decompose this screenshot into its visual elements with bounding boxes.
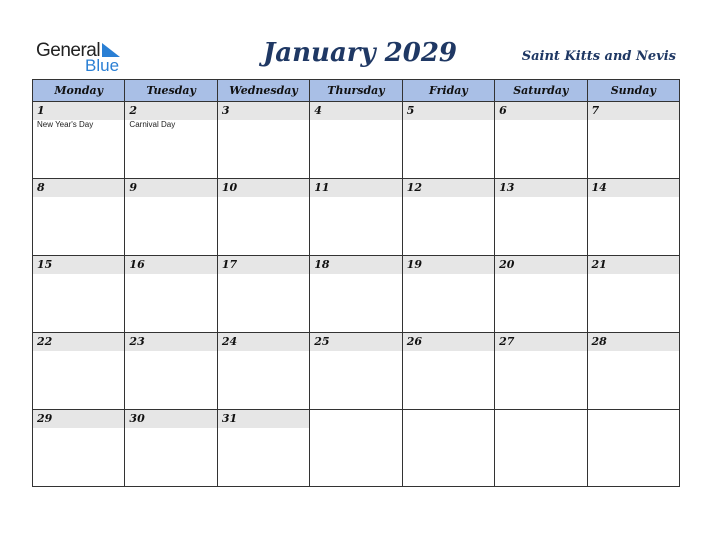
weekday-header: Wednesday [217, 80, 309, 102]
weekday-header: Sunday [587, 80, 679, 102]
day-number: 3 [218, 102, 309, 120]
day-number: 14 [588, 179, 679, 197]
day-number: 22 [33, 333, 124, 351]
day-number: 13 [495, 179, 586, 197]
day-cell [33, 102, 125, 179]
week-row [33, 410, 680, 487]
day-number: 27 [495, 333, 586, 351]
day-cell [402, 333, 494, 410]
day-cell [495, 102, 587, 179]
day-number: 19 [403, 256, 494, 274]
week-row [33, 256, 680, 333]
day-number: 17 [218, 256, 309, 274]
day-number: 29 [33, 410, 124, 428]
holiday-label: New Year's Day [37, 120, 94, 129]
day-cell [125, 410, 217, 487]
week-row [33, 179, 680, 256]
weekday-header: Monday [33, 80, 125, 102]
week-row [33, 333, 680, 410]
day-number [310, 410, 401, 428]
day-cell [125, 179, 217, 256]
day-cell [125, 102, 217, 179]
weekday-header: Saturday [495, 80, 587, 102]
day-number: 28 [588, 333, 679, 351]
day-number: 12 [403, 179, 494, 197]
weekday-header-row [33, 80, 680, 102]
day-number: 9 [125, 179, 216, 197]
day-cell [402, 179, 494, 256]
day-number: 21 [588, 256, 679, 274]
weekday-header: Thursday [310, 80, 402, 102]
day-number: 5 [403, 102, 494, 120]
day-number: 15 [33, 256, 124, 274]
day-cell [217, 179, 309, 256]
day-number: 4 [310, 102, 401, 120]
day-number: 20 [495, 256, 586, 274]
day-cell [495, 179, 587, 256]
day-cell [495, 333, 587, 410]
day-cell [587, 256, 679, 333]
logo-word-general: General [36, 40, 101, 61]
page-title: January 2029 [262, 38, 458, 68]
day-cell [217, 333, 309, 410]
weekday-header: Tuesday [125, 80, 217, 102]
day-number: 16 [125, 256, 216, 274]
day-cell [125, 256, 217, 333]
day-cell [402, 102, 494, 179]
day-number: 10 [218, 179, 309, 197]
day-cell [310, 256, 402, 333]
day-cell [495, 256, 587, 333]
day-cell [310, 333, 402, 410]
day-cell [33, 179, 125, 256]
day-cell [587, 410, 679, 487]
country-name: Saint Kitts and Nevis [521, 49, 676, 64]
day-number [588, 410, 679, 428]
day-number: 26 [403, 333, 494, 351]
day-cell [125, 333, 217, 410]
day-number: 24 [218, 333, 309, 351]
day-number: 18 [310, 256, 401, 274]
day-number: 11 [310, 179, 401, 197]
day-number: 2 [125, 102, 216, 120]
day-cell [217, 410, 309, 487]
day-cell [587, 102, 679, 179]
day-number: 6 [495, 102, 586, 120]
day-number [403, 410, 494, 428]
day-cell [310, 410, 402, 487]
day-cell [33, 410, 125, 487]
weekday-header: Friday [402, 80, 494, 102]
day-cell [310, 102, 402, 179]
logo-word-blue: Blue [85, 56, 120, 75]
day-cell [217, 102, 309, 179]
holiday-label: Carnival Day [129, 120, 176, 129]
day-cell [402, 410, 494, 487]
day-number: 25 [310, 333, 401, 351]
day-number: 23 [125, 333, 216, 351]
day-cell [495, 410, 587, 487]
day-cell [587, 179, 679, 256]
generalblue-logo [36, 40, 136, 74]
day-number: 7 [588, 102, 679, 120]
week-row [33, 102, 680, 179]
day-number: 8 [33, 179, 124, 197]
day-cell [310, 179, 402, 256]
day-cell [587, 333, 679, 410]
day-number: 1 [33, 102, 124, 120]
day-cell [217, 256, 309, 333]
day-cell [402, 256, 494, 333]
day-cell [33, 256, 125, 333]
day-cell [33, 333, 125, 410]
calendar-grid [32, 79, 680, 487]
day-number: 31 [218, 410, 309, 428]
day-number [495, 410, 586, 428]
day-number: 30 [125, 410, 216, 428]
